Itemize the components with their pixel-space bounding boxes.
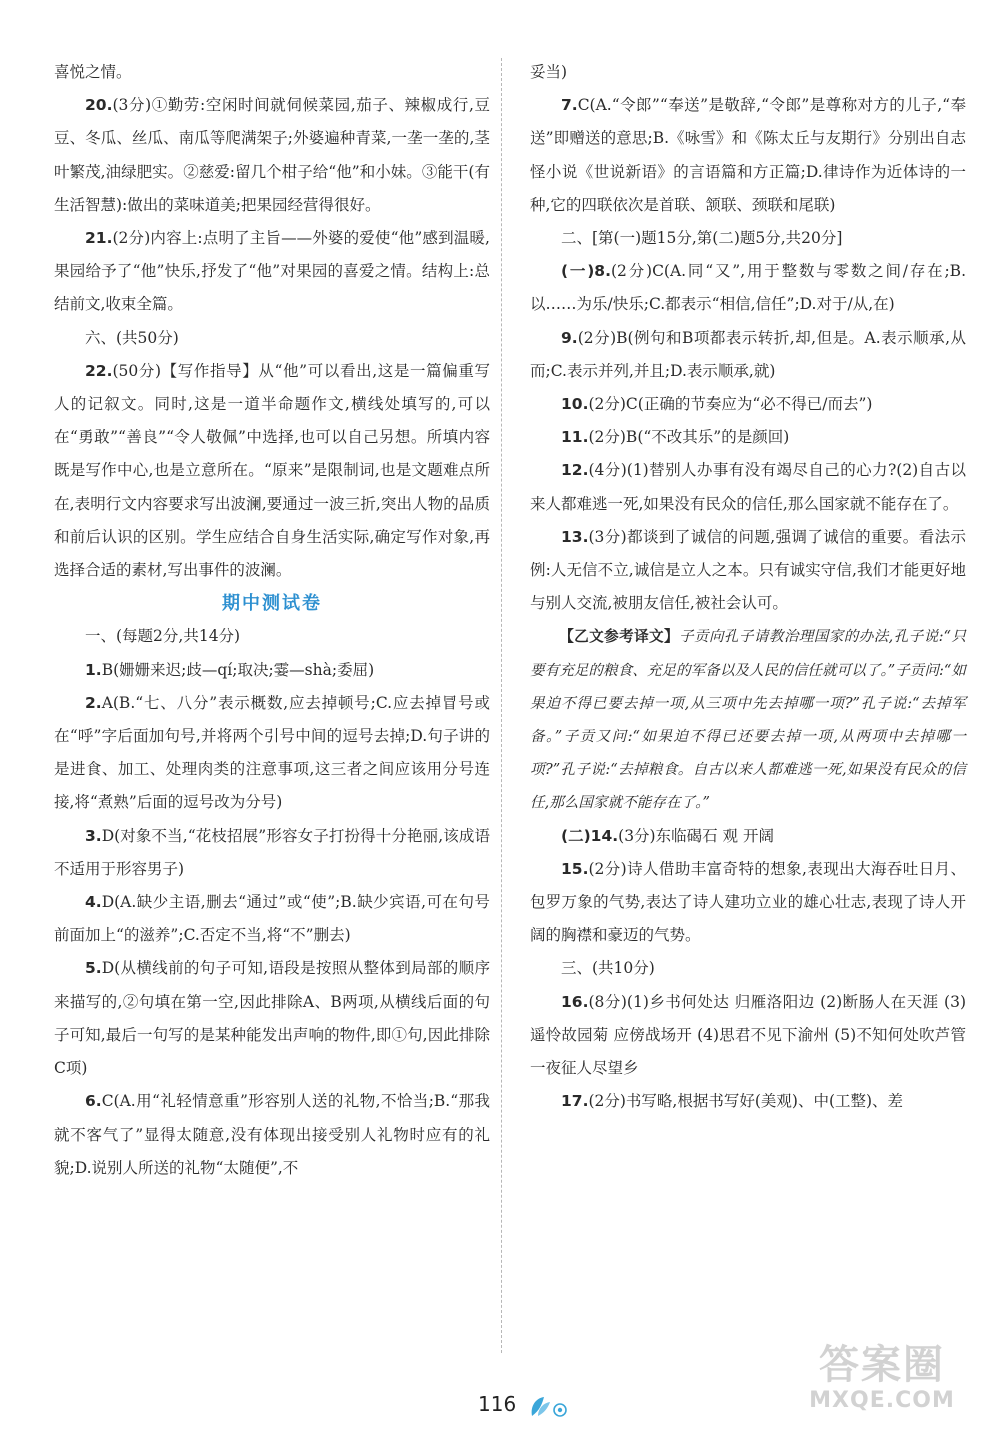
answer-item [530, 820, 966, 853]
answer-text: (4分)(1)替别人办事有没有竭尽自己的心力?(2)自古以来人都难逃一死,如果没有民众的信任,那么国家就不能存在了。 [530, 461, 966, 513]
answer-item [530, 322, 966, 388]
answer-item [54, 687, 490, 820]
answer-item [54, 89, 490, 222]
answer-item [530, 521, 966, 621]
answer-text: (2分)C(A.同“又”,用于整数与零数之间/存在;B.以……为乐/快乐;C.都表示“相信,信任”;D.对于/从,在) [530, 262, 966, 314]
section-heading: 期中测试卷 [222, 593, 322, 615]
answer-text: C(A.“令郎”“奉送”是敬辞,“令郎”是尊称对方的儿子,“奉送”即赠送的意思;B.《咏雪》和《陈太丘与友期行》分别出自志怪小说《世说新语》的言语篇和方正篇;D.律诗作为近体诗的一种,它的四联依次是首联、颔联、颈联和尾联) [530, 96, 966, 214]
answer-item [54, 820, 490, 886]
answer-number: 5. [85, 959, 102, 978]
answer-text: (2分)书写略,根据书写好(美观)、中(工整)、差 [588, 1092, 904, 1111]
answer-number: 20. [85, 96, 113, 115]
text-line [54, 322, 490, 355]
answer-item [54, 886, 490, 952]
text-line [530, 56, 966, 89]
answer-text: (3分)都谈到了诚信的问题,强调了诚信的重要。看法示例:人无信不立,诚信是立人之本。只有诚实守信,我们才能更好地与别人交流,被朋友信任,被社会认可。 [530, 527, 966, 613]
answer-number: 13. [561, 527, 589, 546]
answer-text: 三、(共10分) [561, 959, 655, 978]
answer-text: (2分)B(“不改其乐”的是颜回) [588, 428, 790, 447]
answer-text: B(姗姗来迟;歧—qí;取决;霎—shà;委屈) [101, 660, 375, 679]
answer-number: 21. [85, 229, 113, 248]
answer-number: 16. [561, 992, 589, 1011]
answer-item [54, 355, 490, 587]
note-text: 子贡向孔子请教治理国家的办法,孔子说:“只要有充足的粮食、充足的军备以及人民的信任就可以了。”子贡问:“如果迫不得已要去掉一项,从三项中先去掉哪一项?”孔子说:“去掉军备。”子贡又问:“如果迫不得已还要去掉一项,从两项中去掉哪一项?”孔子说:“去掉粮食。自古以来人都难逃一死,如果没有民众的信任,那么国家就不能存在了。” [530, 628, 966, 812]
answer-item [530, 255, 966, 321]
leaf-swirl-icon [526, 1394, 572, 1420]
answer-number: 15. [561, 859, 589, 878]
answer-item [54, 1085, 490, 1185]
answer-item [530, 986, 966, 1086]
answer-text: D(从横线前的句子可知,语段是按照从整体到局部的顺序来描写的,②句填在第一空,因此排除A、B两项,从横线后面的句子可知,最后一句写的是某种能发出声响的物件,即①句,因此排除C项) [54, 959, 490, 1078]
answer-item [530, 853, 966, 953]
answer-text: C(A.用“礼轻情意重”形容别人送的礼物,不恰当;B.“那我就不客气了”显得太随意,没有体现出接受别人礼物时应有的礼貌;D.说别人所送的礼物“太随便”,不 [54, 1092, 490, 1177]
page-number: 116 [478, 1392, 517, 1416]
answer-number: 11. [561, 428, 589, 447]
answer-text: D(A.缺少主语,删去“通过”或“使”;B.缺少宾语,可在句号前面加上“的滋养”;C.否定不当,将“不”删去) [54, 893, 490, 945]
answer-text: (8分)(1)乡书何处达 归雁洛阳边 (2)断肠人在天涯 (3)遥怜故园菊 应傍战场开 (4)思君不见下渝州 (5)不知何处吹芦管 一夜征人尽望乡 [530, 992, 966, 1078]
answer-text: (2分)C(正确的节奏应为“必不得已/而去”) [588, 395, 873, 414]
answer-text: (2分)B(例句和B项都表示转折,却,但是。A.表示顺承,从而;C.表示并列,并且;D.表示顺承,就) [530, 328, 966, 380]
answer-number: 2. [85, 693, 102, 712]
answer-item [54, 654, 490, 687]
column-divider [501, 58, 502, 1353]
text-line [530, 222, 966, 255]
text-line [530, 952, 966, 985]
answer-item [54, 222, 490, 322]
page-footer [0, 1342, 1000, 1432]
answer-text: 一、(每题2分,共14分) [85, 627, 241, 646]
answer-text: 妥当) [530, 63, 568, 81]
answer-number: 12. [561, 461, 589, 480]
answer-text: 喜悦之情。 [54, 63, 132, 81]
answer-text: (50分)【写作指导】从“他”可以看出,这是一篇偏重写人的记叙文。同时,这是一道半命题作文,横线处填写的,可以在“勇敢”“善良”“令人敬佩”中选择,也可以自己另想。所填内容既是写作中心,也是立意所在。“原来”是限制词,也是文题难点所在,表明行文内容要求写出波澜,要通过一波三折,突出人物的品质和前后认识的区别。学生应结合自身生活实际,确定写作对象,再选择合适的素材,写出事件的波澜。 [54, 361, 490, 580]
answer-item [530, 454, 966, 520]
watermark-logo [792, 1342, 972, 1424]
answer-text: D(对象不当,“花枝招展”形容女子打扮得十分艳丽,该成语不适用于形容男子) [54, 826, 490, 878]
answer-number: 9. [561, 328, 578, 347]
answer-item [530, 421, 966, 454]
watermark-domain: MXQE.COM [809, 1388, 955, 1413]
answer-text: 六、(共50分) [85, 328, 179, 347]
answer-number: (一)8. [561, 262, 611, 281]
answer-text: 二、[第(一)题15分,第(二)题5分,共20分] [561, 229, 843, 248]
watermark-title: 答案圈 [819, 1342, 945, 1388]
right-column [530, 56, 966, 1119]
answer-number: 10. [561, 395, 589, 414]
answer-text: (2分)诗人借助丰富奇特的想象,表现出大海吞吐日月、包罗万象的气势,表达了诗人建功立业的雄心壮志,表现了诗人开阔的胸襟和豪迈的气势。 [530, 859, 966, 945]
answer-number: 1. [85, 660, 102, 679]
answer-text: (3分)①勤劳:空闲时间就伺候菜园,茄子、辣椒成行,豆豆、冬瓜、丝瓜、南瓜等爬满架子;外婆遍种青菜,一垄一垄的,茎叶繁茂,油绿肥实。②慈爱:留几个柑子给“他”和小妹。③能干(有生活智慧):做出的菜味道美;把果园经营得很好。 [54, 96, 490, 214]
text-line [54, 56, 490, 89]
translation-note [530, 620, 966, 819]
answer-item [530, 89, 966, 222]
left-column [54, 56, 490, 1185]
answer-item [530, 388, 966, 421]
answer-text: (3分)东临碣石 观 开阔 [618, 826, 774, 845]
answer-text: (2分)内容上:点明了主旨——外婆的爱使“他”感到温暖,果园给予了“他”快乐,抒发了“他”对果园的喜爱之情。结构上:总结前文,收束全篇。 [54, 229, 490, 314]
text-line [54, 620, 490, 653]
answer-text: A(B.“七、八分”表示概数,应去掉顿号;C.应去掉冒号或在“呼”字后面加句号,并将两个引号中间的逗号去掉;D.句子讲的是进食、加工、处理肉类的注意事项,这三者之间应该用分号连接,将“煮熟”后面的逗号改为分号) [54, 693, 490, 812]
answer-item [54, 952, 490, 1085]
answer-number: (二)14. [561, 826, 619, 845]
answer-number: 3. [85, 826, 102, 845]
answer-number: 17. [561, 1092, 589, 1111]
answer-number: 4. [85, 893, 102, 912]
answer-item [530, 1085, 966, 1118]
answer-number: 22. [85, 361, 113, 380]
answer-number: 7. [561, 96, 578, 115]
note-label: 【乙文参考译文】 [559, 628, 679, 646]
answer-number: 6. [85, 1092, 102, 1111]
